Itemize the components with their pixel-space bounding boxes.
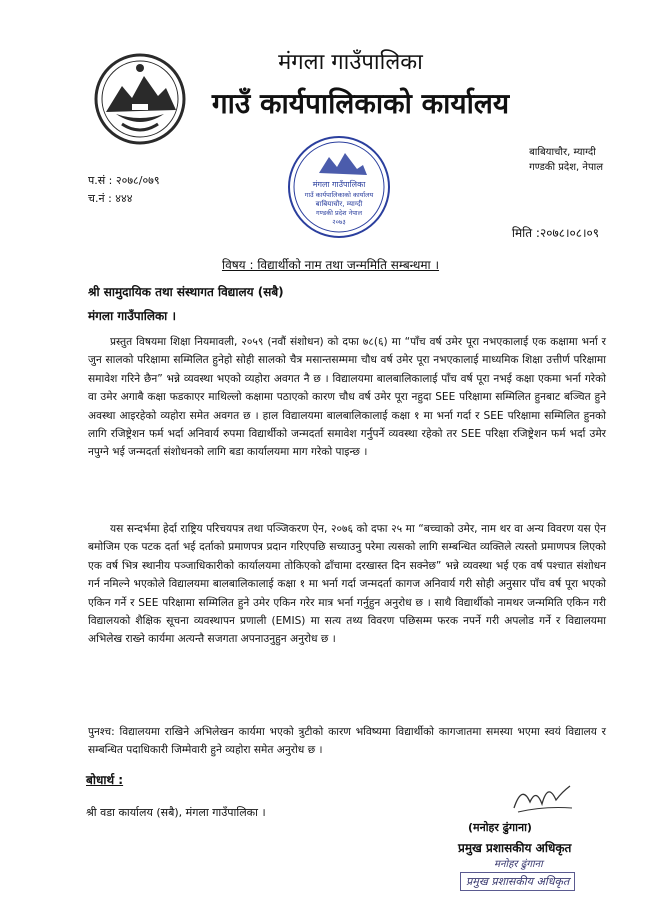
body-paragraph-1 — [88, 333, 606, 462]
subject-line: विषय : विद्यार्थीको नाम तथा जन्ममिति सम्बन्धमा । — [221, 258, 440, 272]
address-line-1: बाबियाचौर, म्याग्दी — [529, 147, 596, 158]
bodharth-line: श्री वडा कार्यालय (सबै), मंगला गाउँपालिका । — [86, 806, 266, 819]
seal-line-4: गण्डकी प्रदेश नेपाल — [316, 209, 362, 217]
patra-sankhya: प.सं : २०७८/०७९ — [88, 174, 160, 187]
recipient-line-2: मंगला गाउँपालिका । — [88, 309, 177, 323]
body-paragraph-3 — [88, 723, 606, 760]
seal-line-2: गाउँ कार्यपालिकाको कार्यालय — [304, 191, 374, 199]
letter-date: मिति :२०७८।०८।०९ — [511, 226, 599, 240]
address — [529, 145, 603, 175]
office-seal-stamp — [285, 133, 393, 241]
address-line-2: गण्डकी प्रदेश, नेपाल — [529, 162, 603, 173]
chalani-number: च.नं : ४४४ — [88, 192, 133, 205]
stamp-title: प्रमुख प्रशासकीय अधिकृत — [460, 872, 575, 891]
office-name: गाउँ कार्यपालिकाको कार्यालय — [211, 87, 510, 120]
org-name: मंगला गाउँपालिका — [278, 50, 423, 75]
seal-line-3: बाबियाचौर, म्याग्दी — [315, 200, 363, 208]
stamp-name: मनोहर ढुंगाना — [494, 859, 543, 870]
body-paragraph-2 — [88, 520, 606, 649]
seal-line-5: २०७३ — [332, 218, 346, 226]
signatory-title: प्रमुख प्रशासकीय अधिकृत — [458, 841, 572, 855]
body-paragraph-2-text: यस सन्दर्भमा हेर्दा राष्ट्रिय परिचयपत्र तथा पञ्जिकरण ऐन, २०७६ को दफा २५ मा “बच्चाको उमेर, नाम थर वा अन्य विवरण यस ऐन बमोजिम एक पटक दर्ता भई दर्ताको प्रमाणपत्र प्रदान गरिएपछि सच्याउनु परेमा त्यसको लागि सम्बन्धित व्यक्तिले त्यस्तो प्रमाणपत्र लिएको एक वर्ष भित्र स्थानीय पञ्जाधिकारीको कार्यालयमा तोकिएको ढाँचामा दरखास्त दिन सक्नेछ” भन्ने व्यवस्था भई एक वर्ष पश्चात संशोधन गर्न नमिल्ने भएकोले विद्यालयमा बालबालिकालाई कक्षा १ मा भर्ना गर्दा जन्मदर्ता कागज अनिवार्य गरी सोही अनुसार पाँच वर्ष पूरा भएको एकिन गर्ने र SEE परिक्षामा सम्मिलित हुने उमेर एकिन गरेर मात्र भर्ना गर्नुहुन अनुरोध छ । साथै विद्यार्थीको नामथर जन्ममिति एकिन गरी विद्यालयको शैक्षिक सूचना व्यवस्थापन प्रणाली (EMIS) मा सत्य तथ्य विवरण पछिसम्म फरक नपर्ने गरी अपलोड गर्ने र विद्यालयमा अभिलेख राख्ने कार्यमा अत्यन्तै सजगता अपनाउनुहुन अनुरोध छ । — [88, 523, 606, 646]
signatory-name: (मनोहर ढुंगाना) — [468, 821, 532, 834]
body-paragraph-1-text: प्रस्तुत विषयमा शिक्षा नियमावली, २०५९ (नवौं संशोधन) को दफा ७८(६) मा “पाँच वर्ष उमेर पूरा नभएकालाई एक कक्षामा भर्ना र जुन सालको परिक्षामा सम्मिलित हुनेहो सोही सालको चैत्र मसान्तसम्ममा चौध वर्ष उमेर पूरा नभएकालाई माध्यमिक शिक्षा उत्तीर्ण परिक्षामा समावेश गरिने छैन” भन्ने व्यवस्था भएको व्यहोरा अवगत नै छ । विद्यालयमा बालबालिकालाई पाँच वर्ष पूरा नभई कक्षा एकमा भर्ना गरेको वा उमेर अगाबै कक्षा फडकाएर माथिल्लो कक्षामा पठाएको कारण चौध वर्ष उमेर पूरा नहुदा SEE परिक्षामा सम्मिलित हुनबाट बञ्चित हुने अवस्था आइरहेको व्यहोरा समेत अवगत छ । हाल विद्यालयमा बालबालिकालाई कक्षा १ मा भर्ना गर्दा र SEE परिक्षामा सम्मिलित हुनको लागि रजिष्ट्रेशन फर्म भर्दा अनिवार्य रुपमा विद्यार्थीको जन्मदर्ता समावेश गर्नुपर्ने व्यवस्था रहेको तर SEE परिक्षा रजिष्ट्रेशन फर्म भर्दा उमेर नपुग्ने भई जन्मदर्ता संशोधनको लागि बडा कार्यालयमा माग गरेको पाइन्छ । — [88, 336, 606, 459]
handwritten-signature — [508, 778, 578, 818]
body-paragraph-3-text: पुनश्च: विद्यालयमा राखिने अभिलेखन कार्यमा भएको त्रुटीको कारण भविष्यमा विद्यार्थीको कागजातमा समस्या भएमा स्वयं विद्यालय र सम्बन्धित पदाधिकारी जिम्मेवारी हुने व्यहोरा समेत अनुरोध छ । — [88, 726, 606, 757]
reference-numbers — [88, 172, 160, 208]
seal-line-1: मंगला गाउँपालिका — [312, 180, 366, 189]
recipient-line-1: श्री सामुदायिक तथा संस्थागत विद्यालय (सबै) — [88, 285, 284, 299]
bodharth-label: बोधार्थ : — [86, 773, 124, 787]
